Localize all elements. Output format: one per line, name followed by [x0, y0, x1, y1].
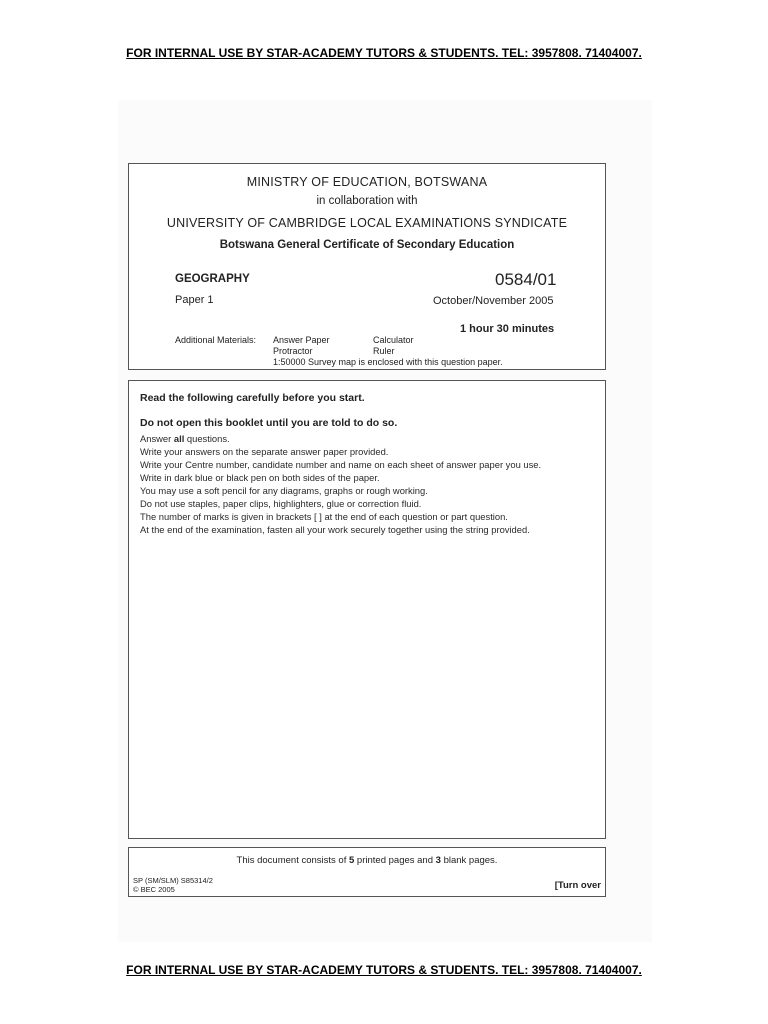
instruction-line: Write your answers on the separate answer paper provided. [140, 446, 389, 457]
instructions-box [128, 380, 606, 839]
instruction-line: The number of marks is given in brackets [ ] at the end of each question or part question. [140, 511, 508, 522]
exam-session: October/November 2005 [433, 295, 554, 307]
material-protractor: Protractor [273, 346, 313, 356]
material-survey-map: 1:50000 Survey map is enclosed with this question paper. [273, 357, 503, 367]
answer-prefix: Answer [140, 433, 174, 444]
paper-number: Paper 1 [175, 294, 214, 306]
blank-pages-count: 3 [435, 855, 441, 866]
copyright-notice: © BEC 2005 [133, 885, 175, 894]
instruction-line: Write in dark blue or black pen on both sides of the paper. [140, 472, 380, 483]
exam-duration: 1 hour 30 minutes [460, 323, 555, 335]
instructions-heading: Read the following carefully before you start. [140, 392, 365, 404]
material-ruler: Ruler [373, 346, 395, 356]
page-count-statement [129, 855, 605, 866]
instruction-line: Do not use staples, paper clips, highlighters, glue or correction fluid. [140, 498, 422, 509]
consists-middle: printed pages and [354, 855, 436, 866]
consists-suffix: blank pages. [440, 855, 498, 866]
top-banner: FOR INTERNAL USE BY STAR-ACADEMY TUTORS & STUDENTS. TEL: 3957808. 71404007. [126, 46, 642, 60]
printed-pages-count: 5 [349, 855, 355, 866]
collaboration-text: in collaboration with [316, 195, 418, 207]
bottom-banner: FOR INTERNAL USE BY STAR-ACADEMY TUTORS & STUDENTS. TEL: 3957808. 71404007. [126, 963, 642, 977]
subject-name: GEOGRAPHY [175, 273, 250, 285]
material-calculator: Calculator [373, 335, 414, 345]
materials-label: Additional Materials: [175, 335, 257, 345]
instruction-line: At the end of the examination, fasten all your work securely together using the string provided. [140, 524, 530, 535]
answer-all-emphasis: all [173, 433, 185, 444]
paper-code: 0584/01 [495, 270, 557, 289]
document-footer-box [128, 847, 606, 897]
answer-all-instruction [140, 433, 230, 444]
answer-suffix: questions. [184, 433, 230, 444]
instruction-line: You may use a soft pencil for any diagrams, graphs or rough working. [140, 485, 428, 496]
document-reference: SP (SM/SLM) S85314/2 [133, 876, 213, 885]
certificate-title: Botswana General Certificate of Secondary Education [219, 239, 515, 251]
university-title: UNIVERSITY OF CAMBRIDGE LOCAL EXAMINATIONS SYNDICATE [166, 216, 568, 230]
material-answer-paper: Answer Paper [273, 335, 330, 345]
turn-over-label: [Turn over [554, 880, 601, 891]
instruction-line: Write your Centre number, candidate number and name on each sheet of answer paper you use. [140, 459, 542, 470]
consists-prefix: This document consists of [236, 855, 349, 866]
do-not-open-warning: Do not open this booklet until you are told to do so. [140, 417, 398, 429]
ministry-title: MINISTRY OF EDUCATION, BOTSWANA [246, 175, 488, 189]
cover-header-box [128, 163, 606, 370]
